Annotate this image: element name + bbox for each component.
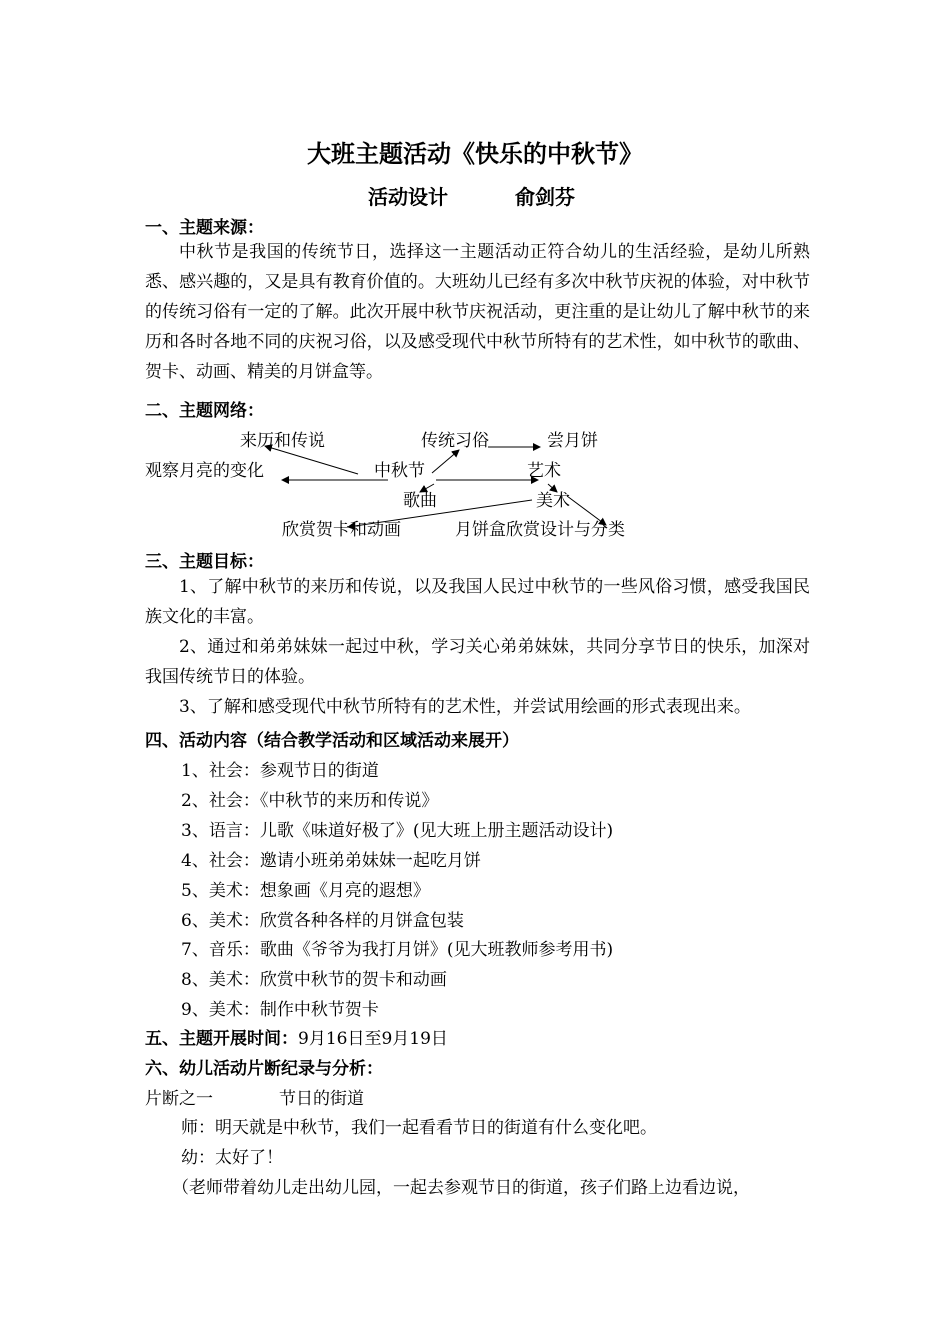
dialog-line: 幼：太好了！ — [181, 1148, 283, 1168]
node-cards: 欣赏贺卡和动画 — [282, 520, 401, 540]
section-3-heading: 三、主题目标： — [145, 552, 264, 572]
activity-item: 8、美术：欣赏中秋节的贺卡和动画 — [181, 970, 447, 990]
activity-item: 6、美术：欣赏各种各样的月饼盒包装 — [181, 911, 464, 931]
node-mooncake: 尝月饼 — [547, 431, 598, 451]
goal-item: 1、了解中秋节的来历和传说，以及我国人民过中秋节的一些风俗习惯，感受我国民族文化的丰富。 — [145, 577, 810, 627]
dialog-line: 师：明天就是中秋节，我们一起看看节日的街道有什么变化吧。 — [181, 1118, 657, 1138]
activity-item: 1、社会：参观节日的街道 — [181, 761, 379, 781]
node-center: 中秋节 — [374, 461, 425, 481]
node-origin: 来历和传说 — [240, 431, 325, 451]
node-song: 歌曲 — [403, 491, 437, 511]
activity-item: 5、美术：想象画《月亮的遐想》 — [181, 881, 430, 901]
dialog-line: （老师带着幼儿走出幼儿园，一起去参观节日的街道，孩子们路上边看边说， — [172, 1178, 750, 1198]
fragment-title: 节日的街道 — [279, 1089, 364, 1109]
arrow-to-custom — [432, 450, 459, 473]
fragment-label: 片断之一 — [145, 1089, 213, 1109]
activity-item: 2、社会：《中秋节的来历和传说》 — [181, 791, 439, 811]
section-5-value: 9月16日至9月19日 — [298, 1029, 448, 1049]
section-1-heading: 一、主题来源： — [145, 218, 264, 238]
section-5-heading: 五、主题开展时间： — [145, 1029, 298, 1049]
section-2-heading: 二、主题网络： — [145, 401, 264, 421]
activity-item: 7、音乐：歌曲《爷爷为我打月饼》(见大班教师参考用书) — [181, 940, 614, 960]
author-name: 俞剑芬 — [515, 185, 575, 209]
section-6-heading: 六、幼儿活动片断纪录与分析： — [145, 1059, 383, 1079]
node-moon: 观察月亮的变化 — [145, 461, 264, 481]
activity-item: 9、美术：制作中秋节贺卡 — [181, 1000, 379, 1020]
page-title: 大班主题活动《快乐的中秋节》 — [307, 140, 643, 168]
node-custom: 传统习俗 — [421, 431, 489, 451]
node-boxes: 月饼盒欣赏设计与分类 — [455, 520, 625, 540]
activity-item: 3、语言：儿歌《味道好极了》(见大班上册主题活动设计) — [181, 821, 614, 841]
goal-item: 3、了解和感受现代中秋节所特有的艺术性，并尝试用绘画的形式表现出来。 — [179, 697, 751, 717]
goal-item: 2、通过和弟弟妹妹一起过中秋，学习关心弟弟妹妹，共同分享节日的快乐，加深对我国传统节日的体验。 — [145, 637, 810, 687]
activity-item: 4、社会：邀请小班弟弟妹妹一起吃月饼 — [181, 851, 481, 871]
section-1-body: 中秋节是我国的传统节日，选择这一主题活动正符合幼儿的生活经验，是幼儿所熟悉、感兴趣的，又是具有教育价值的。大班幼儿已经有多次中秋节庆祝的体验，对中秋节的传统习俗有一定的了解。此次开展中秋节庆祝活动，更注重的是让幼儿了解中秋节的来历和各时各地不同的庆祝习俗，以及感受现代中秋节所特有的艺术性，如中秋节的歌曲、贺卡、动画、精美的月饼盒等。 — [145, 242, 810, 382]
node-fine-art: 美术 — [536, 491, 570, 511]
node-art: 艺术 — [527, 461, 561, 481]
subtitle-label: 活动设计 — [368, 185, 448, 209]
section-4-heading: 四、活动内容（结合教学活动和区域活动来展开） — [145, 731, 519, 751]
section-5 — [145, 1024, 448, 1049]
